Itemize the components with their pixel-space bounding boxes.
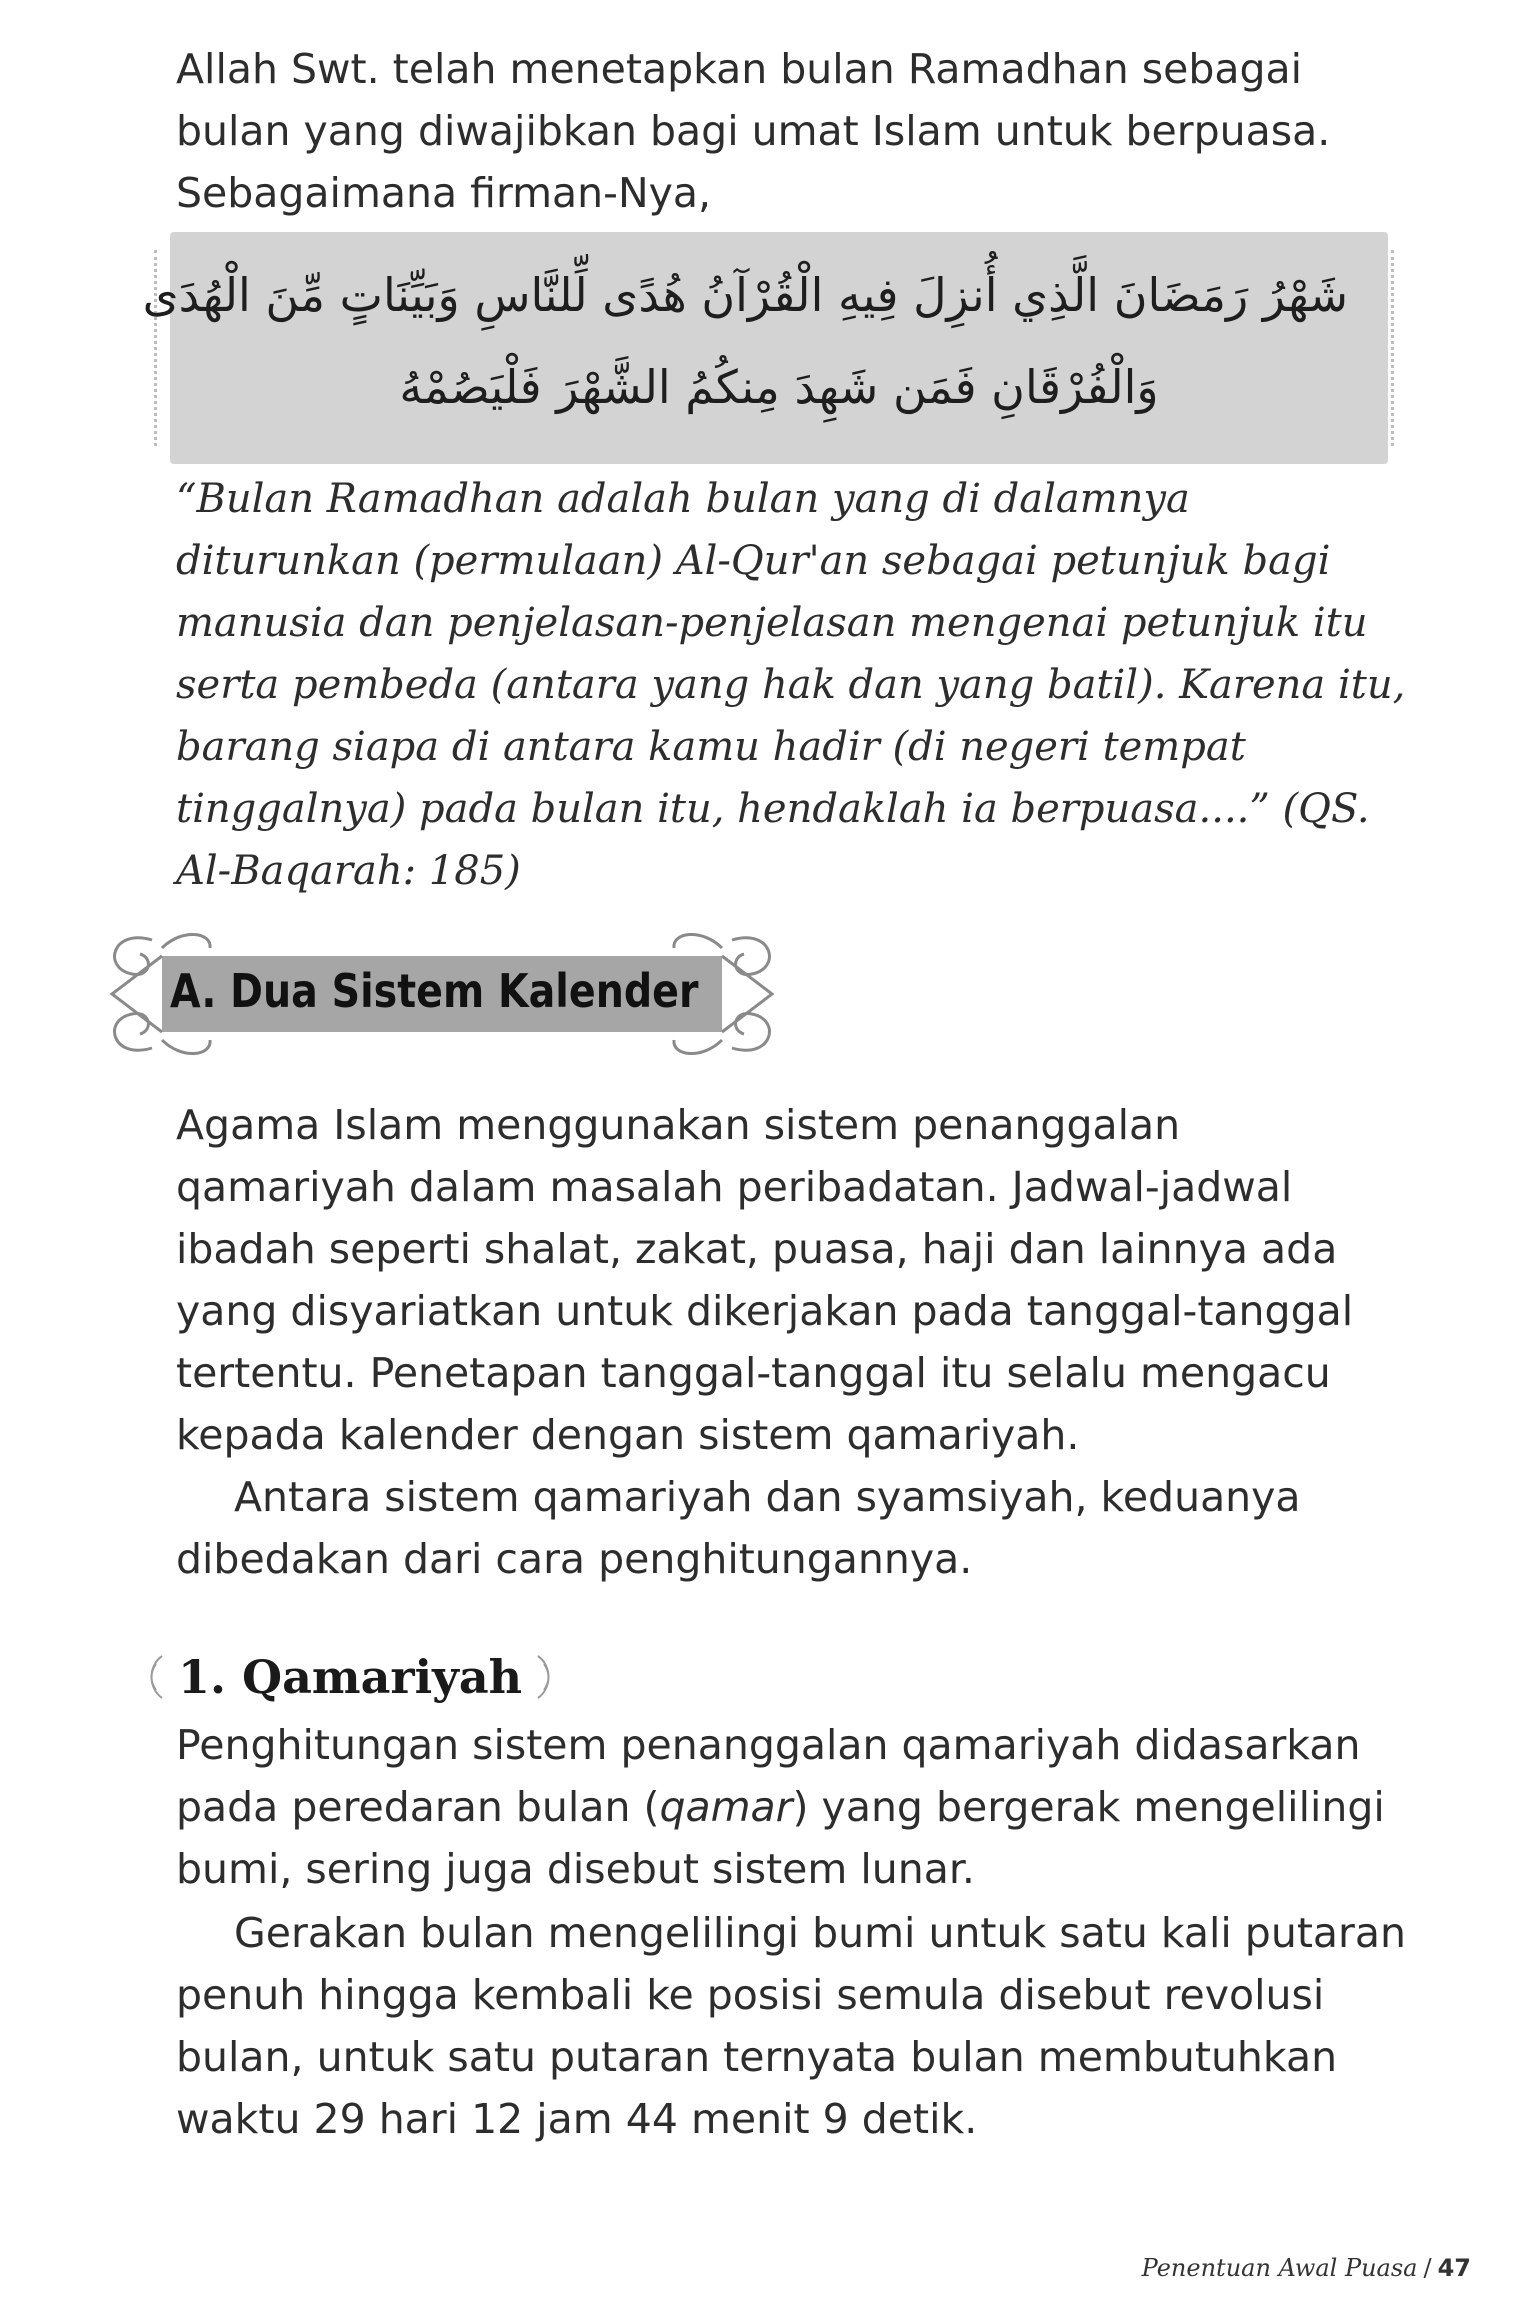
arabic-verse-line-1: شَهْرُ رَمَضَانَ الَّذِي أُنزِلَ فِيهِ الْقُرْآنُ هُدًى لِّلنَّاسِ وَبَيِّنَاتٍ مِّنَ الْهُدَى xyxy=(142,268,1348,322)
para1-text-end: ) yang bergerak mengelilingi bumi, sering juga disebut sistem lunar. xyxy=(176,1783,1385,1893)
verse-translation: “Bulan Ramadhan adalah bulan yang di dalamnya diturunkan (permulaan) Al-Qur'an sebagai petunjuk bagi manusia dan penjelasan-penjelasan mengenai petunjuk itu serta pembeda (antara yang hak dan yang batil). Karena itu, barang siapa di antara kamu hadir (di negeri tempat tinggalnya) pada bulan itu, hendaklah ia berpuasa....” (QS. Al-Baqarah: 185) xyxy=(176,476,1406,894)
subsection-paragraph-2: Gerakan bulan mengelilingi bumi untuk satu kali putaran penuh hingga kembali ke posisi semula disebut revolusi bulan, untuk satu putaran ternyata bulan membutuhkan waktu 29 hari 12 jam 44 menit 9 detik. xyxy=(176,1909,1406,2143)
right-ornament-icon xyxy=(532,1652,558,1702)
section-a-paragraph-1: Agama Islam menggunakan sistem penanggalan qamariyah dalam masalah peribadatan. Jadwal-jadwal ibadah seperti shalat, zakat, puasa, haji dan lainnya ada yang disyariatkan untuk dikerjakan pada tanggal-tanggal tertentu. Penetapan tanggal-tanggal itu selalu mengacu kepada kalender dengan sistem qamariyah. xyxy=(176,1101,1354,1459)
page-footer xyxy=(1142,2254,1471,2282)
subsection-title: 1. Qamariyah xyxy=(178,1650,523,1704)
footer-separator: / xyxy=(1423,2254,1432,2282)
left-ornament-icon xyxy=(142,1652,168,1702)
subsection-heading xyxy=(142,1646,558,1708)
quran-verse-box xyxy=(142,232,1388,464)
section-title: A. Dua Sistem Kalender xyxy=(170,964,699,1018)
running-title: Penentuan Awal Puasa xyxy=(1141,2254,1418,2282)
section-heading-banner xyxy=(92,918,792,1068)
section-a-paragraph-2: Antara sistem qamariyah dan syamsiyah, keduanya dibedakan dari cara penghitungannya. xyxy=(176,1473,1301,1583)
subsection-paragraph-1 xyxy=(176,1714,1406,1900)
arabic-verse-line-2: وَالْفُرْقَانِ فَمَن شَهِدَ مِنكُمُ الشَّهْرَ فَلْيَصُمْهُ xyxy=(399,360,1159,414)
para1-text-start: Penghitungan sistem penanggalan qamariyah didasarkan pada peredaran bulan ( xyxy=(176,1721,1361,1831)
intro-paragraph: Allah Swt. telah menetapkan bulan Ramadhan sebagai bulan yang diwajibkan bagi umat Islam untuk berpuasa. Sebagaimana firman-Nya, xyxy=(176,45,1331,217)
qamar-term: qamar xyxy=(659,1783,793,1831)
page-number: 47 xyxy=(1437,2254,1471,2282)
